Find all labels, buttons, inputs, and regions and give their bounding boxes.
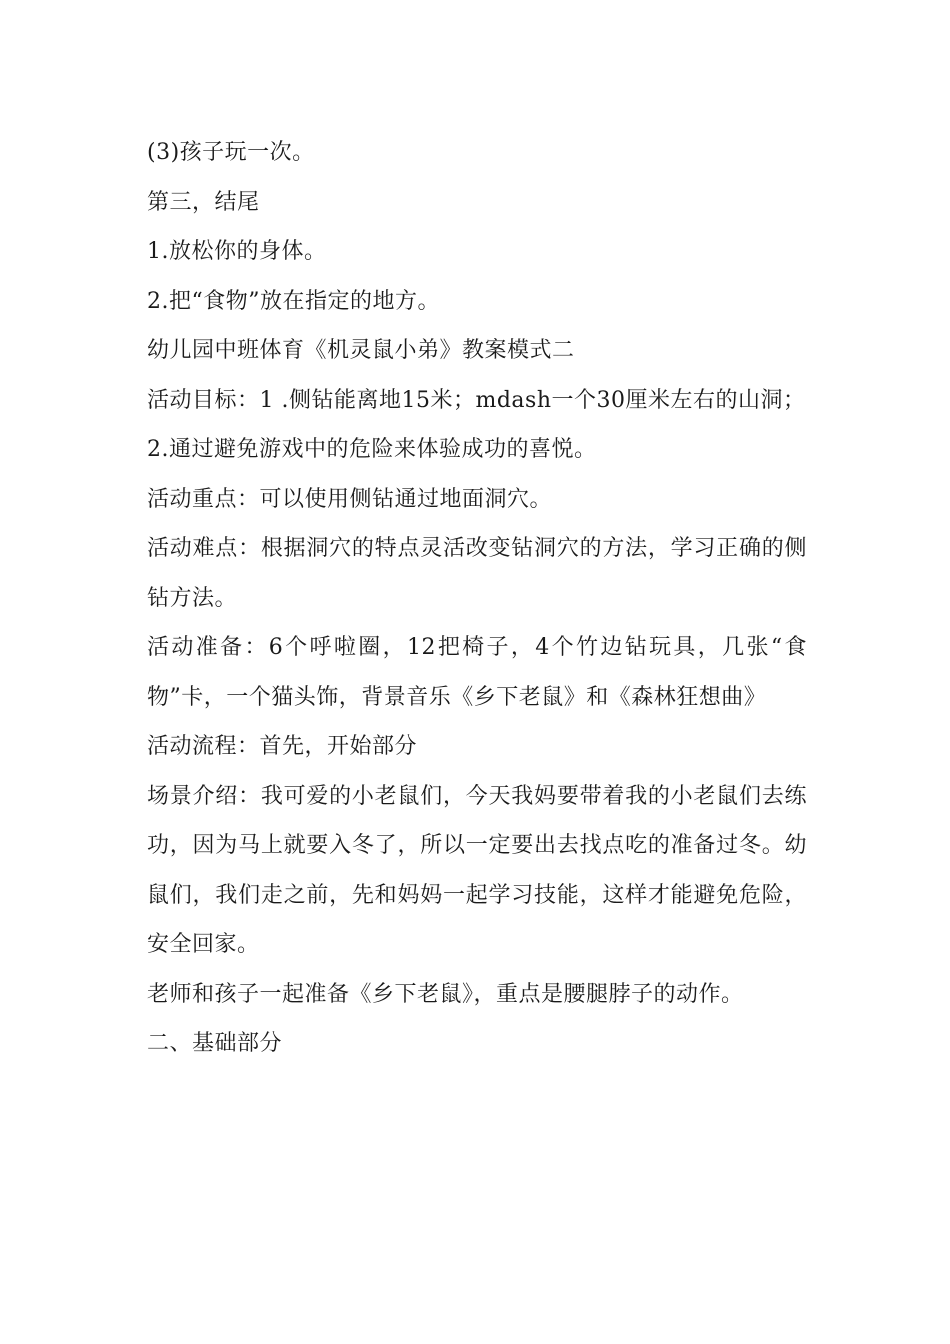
paragraph-key-point: 活动重点：可以使用侧钻通过地面洞穴。: [147, 486, 553, 512]
paragraph-basic-section: 二、基础部分: [147, 1031, 283, 1056]
paragraph-section-ending: 第三，结尾: [147, 189, 260, 215]
document-page: [147, 128, 807, 1069]
paragraph-activity-goal: 活动目标：1 .侧钻能离地15米；mdash一个30厘米左右的山洞；: [147, 387, 806, 413]
paragraph-play-once: (3)孩子玩一次。: [147, 140, 315, 165]
paragraph-place-food: 2.把“食物”放在指定的地方。: [147, 288, 440, 314]
paragraph-scene-intro: 场景介绍：我可爱的小老鼠们，今天我妈要带着我的小老鼠们去练功，因为马上就要入冬了，所以一定要出去找点吃的准备过冬。幼鼠们，我们走之前，先和妈妈一起学习技能，这样才能避免危险，安全回家。: [147, 783, 807, 957]
paragraph-warmup: 老师和孩子一起准备《乡下老鼠》，重点是腰腿脖子的动作。: [147, 981, 744, 1007]
paragraph-goal-two: 2.通过避免游戏中的危险来体验成功的喜悦。: [147, 437, 597, 462]
paragraph-preparation: 活动准备：6个呼啦圈，12把椅子，4个竹边钻玩具，几张“食物”卡，一个猫头饰，背景音乐《乡下老鼠》和《森林狂想曲》: [147, 635, 807, 710]
paragraph-difficulty: 活动难点：根据洞穴的特点灵活改变钻洞穴的方法，学习正确的侧钻方法。: [147, 536, 807, 611]
paragraph-relax-body: 1.放松你的身体。: [147, 239, 327, 264]
paragraph-lesson-title: 幼儿园中班体育《机灵鼠小弟》教案模式二: [147, 338, 575, 363]
paragraph-process-start: 活动流程：首先，开始部分: [147, 734, 418, 759]
